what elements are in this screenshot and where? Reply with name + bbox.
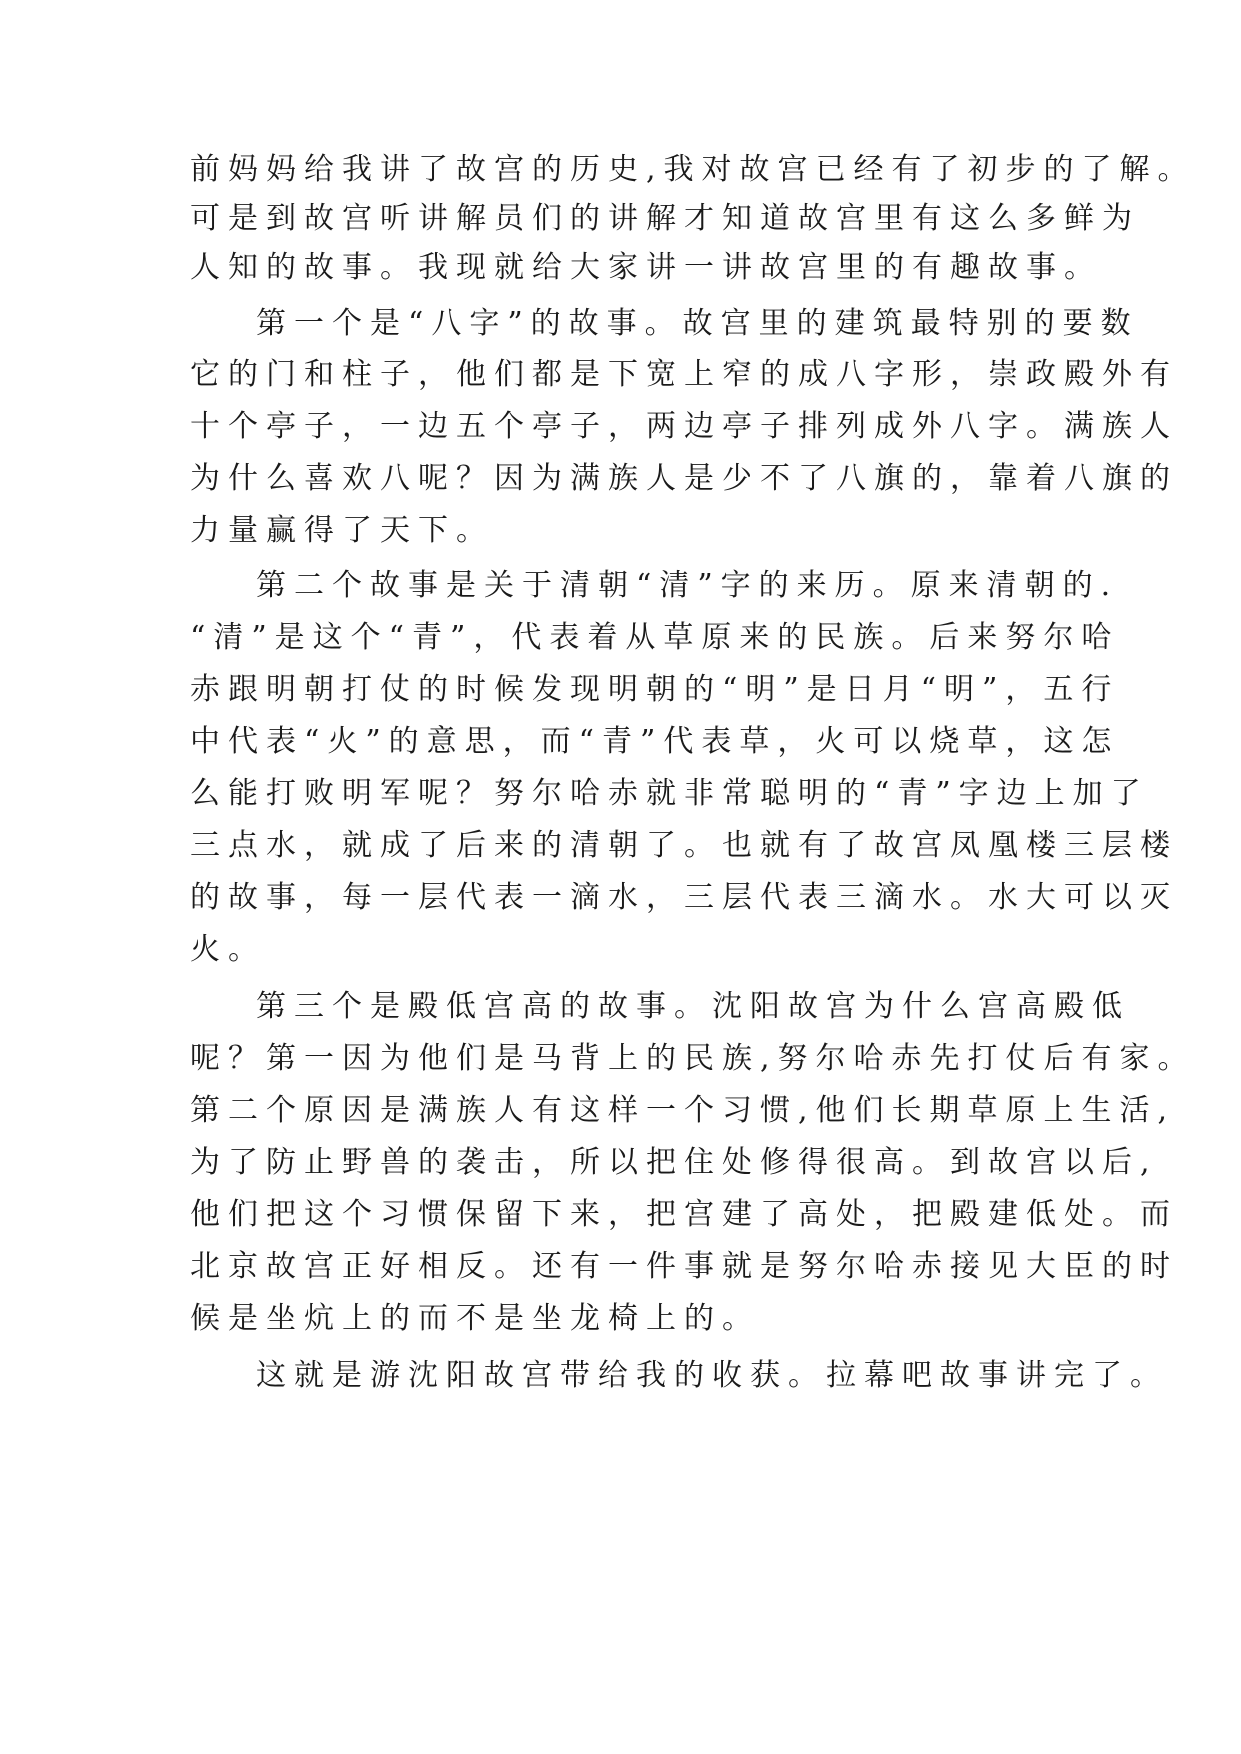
paragraph-start-line: 第一个是“八字”的故事。故宫里的建筑最特别的要数 [256,306,1139,341]
text-line: 三点水，就成了后来的清朝了。也就有了故宫凤凰楼三层楼 [190,828,1178,863]
text-line: 火。 [190,932,266,967]
text-line: 北京故宫正好相反。还有一件事就是努尔哈赤接见大臣的时 [190,1249,1178,1284]
paragraph-start-line: 第三个是殿低宫高的故事。沈阳故宫为什么宫高殿低 [256,989,1130,1024]
text-line: 赤跟明朝打仗的时候发现明朝的“明”是日月“明”，五行 [190,672,1120,707]
text-line: 为了防止野兽的袭击，所以把住处修得很高。到故宫以后, [190,1145,1158,1180]
text-line: 第二个原因是满族人有这样一个习惯,他们长期草原上生活, [190,1093,1176,1128]
text-line: 的故事，每一层代表一滴水，三层代表三滴水。水大可以灭 [190,880,1178,915]
text-line: 可是到故宫听讲解员们的讲解才知道故宫里有这么多鲜为 [190,201,1140,236]
text-line: “清”是这个“青”，代表着从草原来的民族。后来努尔哈 [190,620,1120,655]
text-line: 前妈妈给我讲了故宫的历史,我对故宫已经有了初步的了解。 [190,152,1196,187]
text-line: 呢？第一因为他们是马背上的民族,努尔哈赤先打仗后有家。 [190,1041,1196,1076]
text-line: 它的门和柱子，他们都是下宽上窄的成八字形，崇政殿外有 [190,357,1178,392]
text-line: 十个亭子，一边五个亭子，两边亭子排列成外八字。满族人 [190,409,1178,444]
paragraph-start-line: 第二个故事是关于清朝“清”字的来历。原来清朝的. [256,568,1119,603]
text-line: 么能打败明军呢？努尔哈赤就非常聪明的“青”字边上加了 [190,776,1149,811]
text-line: 中代表“火”的意思，而“青”代表草，火可以烧草，这怎 [190,724,1120,759]
text-line: 他们把这个习惯保留下来，把宫建了高处，把殿建低处。而 [190,1197,1178,1232]
paragraph-start-line: 这就是游沈阳故宫带给我的收获。拉幕吧故事讲完了。 [256,1358,1168,1393]
text-line: 力量赢得了天下。 [190,513,494,548]
text-line: 候是坐炕上的而不是坐龙椅上的。 [190,1301,760,1336]
text-line: 为什么喜欢八呢？因为满族人是少不了八旗的，靠着八旗的 [190,461,1178,496]
text-line: 人知的故事。我现就给大家讲一讲故宫里的有趣故事。 [190,250,1102,285]
